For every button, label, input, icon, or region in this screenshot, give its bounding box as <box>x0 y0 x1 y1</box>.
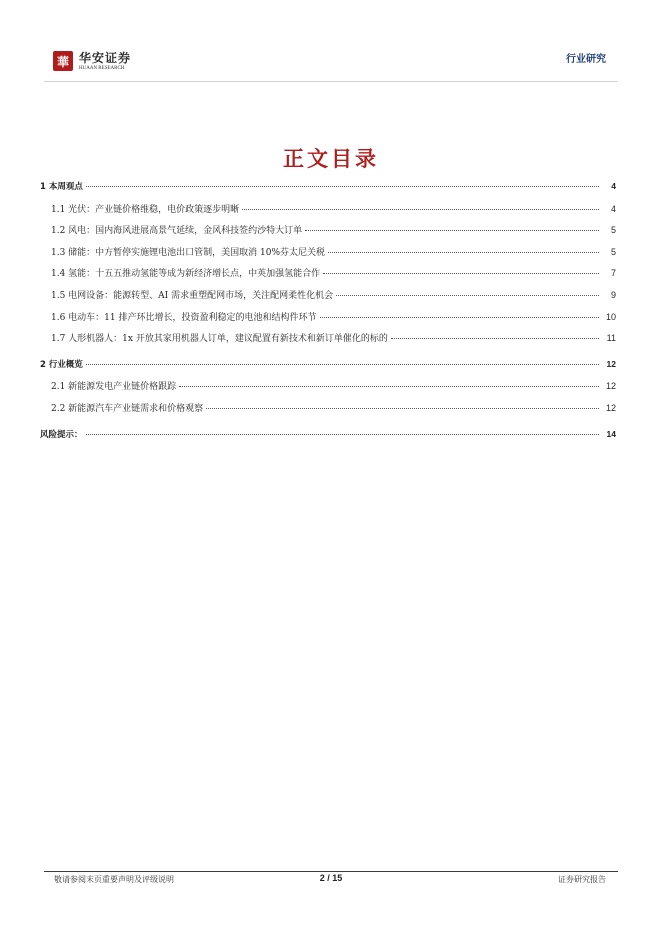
toc-entry-label: 1.1 光伏：产业链价格维稳，电价政策逐步明晰 <box>51 204 240 215</box>
leader-dots <box>206 408 599 409</box>
toc-entry-label: 风险提示： <box>40 429 83 440</box>
leader-dots <box>323 273 599 274</box>
leader-dots <box>391 338 599 339</box>
toc-entry-1-6[interactable] <box>40 310 616 332</box>
logo-seal-icon: 華 <box>53 51 73 71</box>
footer-divider <box>44 871 618 872</box>
toc-entry-label: 1 本周观点 <box>40 182 83 192</box>
toc-entry-2-2[interactable] <box>40 401 616 423</box>
logo-name-cn: 华安证券 <box>79 51 132 65</box>
toc-entry-page: 14 <box>606 428 616 439</box>
toc-entry-1-4[interactable] <box>40 266 616 288</box>
leader-dots <box>336 295 599 296</box>
toc-entry-page: 7 <box>610 268 616 279</box>
toc-entry-page: 12 <box>605 381 616 392</box>
toc-entry-2[interactable] <box>40 358 616 380</box>
footer-disclaimer: 敬请参阅末页重要声明及评级说明 <box>54 875 174 884</box>
table-of-contents <box>40 180 616 449</box>
toc-entry-2-1[interactable] <box>40 379 616 401</box>
toc-entry-label: 2 行业概览 <box>40 359 83 370</box>
leader-dots <box>86 434 599 435</box>
leader-dots <box>242 209 599 210</box>
toc-entry-page: 4 <box>610 203 616 214</box>
section-label: 行业研究 <box>566 54 606 65</box>
leader-dots <box>86 186 599 187</box>
toc-entry-label: 2.2 新能源汽车产业链需求和价格观察 <box>51 403 204 414</box>
company-logo <box>53 51 131 73</box>
toc-entry-risk[interactable] <box>40 428 616 450</box>
toc-entry-page: 5 <box>610 225 616 236</box>
toc-entry-1-3[interactable] <box>40 245 616 267</box>
toc-title: 正文目录 <box>283 147 379 171</box>
toc-entry-1-1[interactable] <box>40 202 616 224</box>
leader-dots <box>320 317 600 318</box>
footer-report-type: 证券研究报告 <box>558 875 606 884</box>
leader-dots <box>328 252 599 253</box>
toc-entry-1-7[interactable] <box>40 331 616 353</box>
header-divider <box>44 81 618 82</box>
logo-name-en: HUAAN RESEARCH <box>79 66 125 71</box>
toc-entry-page: 12 <box>605 402 616 413</box>
leader-dots <box>305 230 599 231</box>
leader-dots <box>86 364 599 365</box>
toc-entry-page: 10 <box>605 311 616 322</box>
toc-entry-label: 2.1 新能源发电产业链价格跟踪 <box>51 382 177 393</box>
toc-entry-page: 11 <box>606 333 616 344</box>
toc-entry-page: 9 <box>610 289 616 300</box>
toc-entry-1-2[interactable] <box>40 223 616 245</box>
toc-entry-label: 1.6 电动车：11 排产环比增长，投资盈利稳定的电池和结构件环节 <box>51 312 317 323</box>
toc-entry-label: 1.4 氢能：十五五推动氢能等成为新经济增长点，中英加强氢能合作 <box>51 269 321 280</box>
page-number: 2 / 15 <box>319 873 343 883</box>
toc-entry-label: 1.3 储能：中方暂停实施锂电池出口管制，美国取消 10%芬太尼关税 <box>51 247 326 258</box>
toc-entry-page: 5 <box>610 246 616 257</box>
toc-entry-page: 4 <box>611 181 616 191</box>
toc-entry-page: 12 <box>606 358 616 369</box>
toc-entry-1-5[interactable] <box>40 288 616 310</box>
toc-entry-label: 1.2 风电：国内海风进展高景气延续，金风科技签约沙特大订单 <box>51 226 303 237</box>
toc-entry-label: 1.5 电网设备：能源转型、AI 需求重塑配网市场，关注配网柔性化机会 <box>51 290 334 301</box>
toc-entry-label: 1.7 人形机器人：1x 开放其家用机器人订单，建议配置有新技术和新订单催化的标的 <box>51 334 388 345</box>
leader-dots <box>179 386 599 387</box>
toc-entry-1[interactable] <box>40 180 616 202</box>
